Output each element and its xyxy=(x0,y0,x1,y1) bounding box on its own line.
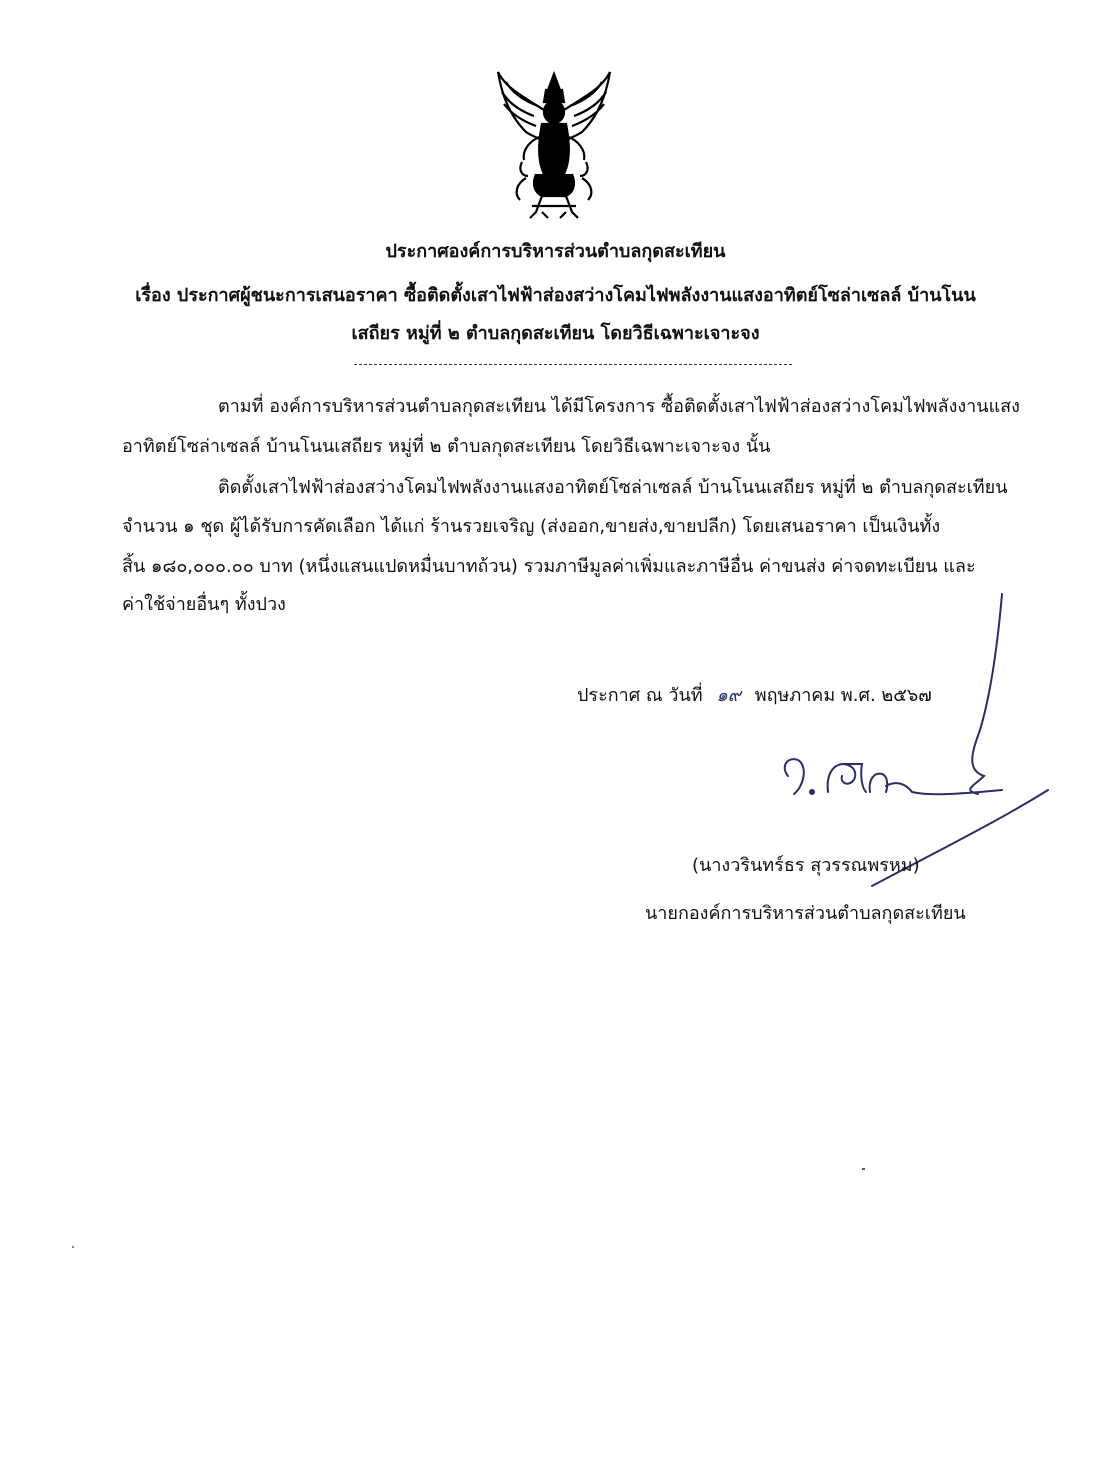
scan-speck xyxy=(72,1246,74,1248)
subject-line: เรื่อง ประกาศผู้ชนะการเสนอราคา ซื้อติดตั้งเสาไฟฟ้าส่องสว่างโคมไฟพลังงานแสงอาทิตย์โซล่าเซลล์ บ้านโนน xyxy=(135,285,976,306)
garuda-emblem-icon xyxy=(492,66,616,222)
paragraph-2-line-2: จำนวน ๑ ชุด ผู้ได้รับการคัดเลือก ได้แก่ ร้านรวยเจริญ (ส่งออก,ขายส่ง,ขายปลีก) โดยเสนอราคา เป็นเงินทั้ง xyxy=(122,516,941,537)
paragraph-1-line-2: อาทิตย์โซล่าเซลล์ บ้านโนนเสถียร หมู่ที่ ๒ ตำบลกุดสะเทียน โดยวิธีเฉพาะเจาะจง นั้น xyxy=(122,436,771,457)
subject-line-continued: เสถียร หมู่ที่ ๒ ตำบลกุดสะเทียน โดยวิธีเฉพาะเจาะจง xyxy=(351,323,760,344)
date-month-year: พฤษภาคม พ.ศ. ๒๕๖๗ xyxy=(754,685,932,706)
paragraph-1-line-1: ตามที่ องค์การบริหารส่วนตำบลกุดสะเทียน ได้มีโครงการ ซื้อติดตั้งเสาไฟฟ้าส่องสว่างโคมไฟพลังงานแสง xyxy=(218,396,1020,417)
scan-speck xyxy=(862,1168,865,1170)
document-title: ประกาศองค์การบริหารส่วนตำบลกุดสะเทียน xyxy=(385,241,726,262)
paragraph-2-line-1: ติดตั้งเสาไฟฟ้าส่องสว่างโคมไฟพลังงานแสงอาทิตย์โซล่าเซลล์ บ้านโนนเสถียร หมู่ที่ ๒ ตำบลกุดสะเทียน xyxy=(218,477,1008,498)
paragraph-2-line-3: สิ้น ๑๘๐,๐๐๐.๐๐ บาท (หนึ่งแสนแปดหมื่นบาทถ้วน) รวมภาษีมูลค่าเพิ่มและภาษีอื่น ค่าขนส่ง ค่าจดทะเบียน และ xyxy=(122,556,976,577)
signatory-position: นายกองค์การบริหารส่วนตำบลกุดสะเทียน xyxy=(645,903,966,924)
signatory-name: (นางวรินทร์ธร สุวรรณพรหม) xyxy=(692,855,920,876)
date-prefix: ประกาศ ณ วันที่ xyxy=(577,685,703,706)
separator-line xyxy=(354,364,792,365)
handwritten-day: ๑๙ xyxy=(716,685,741,706)
paragraph-2-line-4: ค่าใช้จ่ายอื่นๆ ทั้งปวง xyxy=(122,594,286,615)
